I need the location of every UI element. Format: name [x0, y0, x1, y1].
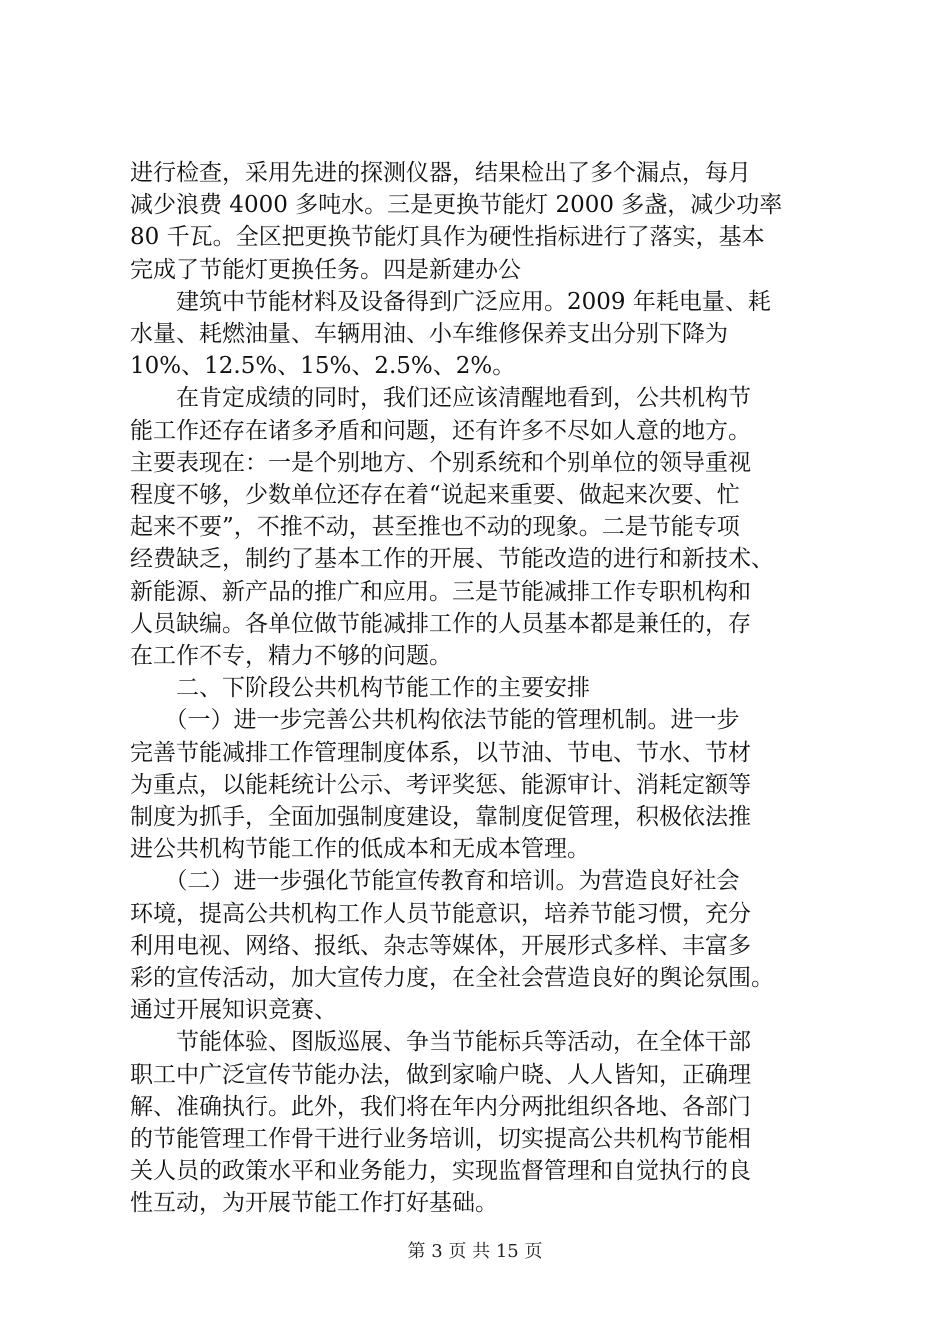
text-line: 利用电视、网络、报纸、杂志等媒体，开展形式多样、丰富多: [130, 932, 751, 959]
text-line: 程度不够，少数单位还存在着“说起来重要、做起来次要、忙: [130, 482, 740, 508]
text-line: 环境，提高公共机构工作人员节能意识，培养节能习惯，充分: [130, 900, 751, 927]
text-line: 水量、耗燃油量、车辆用油、小车维修保养支出分别下降为: [130, 321, 728, 347]
text-line: 完成了节能灯更换任务。四是新建办公: [130, 256, 521, 283]
text-line: 主要表现在：一是个别地方、个别系统和个别单位的领导重视: [130, 449, 751, 476]
text-line: 在工作不专，精力不够的问题。: [130, 643, 452, 669]
text-line: 起来不要”，不推不动，甚至推也不动的现象。二是节能专项: [130, 514, 740, 541]
text-line: 完善节能减排工作管理制度体系，以节油、节电、节水、节材: [130, 739, 751, 766]
text-line: 性互动，为开展节能工作打好基础。: [130, 1190, 498, 1217]
text-line: 80 千瓦。全区把更换节能灯具作为硬性指标进行了落实，基本: [130, 224, 765, 251]
text-line: 关人员的政策水平和业务能力，实现监督管理和自觉执行的良: [130, 1158, 751, 1185]
text-line: （二）进一步强化节能宣传教育和培训。为营造良好社会: [130, 868, 740, 895]
text-line: 的节能管理工作骨干进行业务培训，切实提高公共机构节能相: [130, 1126, 751, 1152]
text-line: 建筑中节能材料及设备得到广泛应用。2009 年耗电量、耗: [130, 288, 771, 315]
text-line: （一）进一步完善公共机构依法节能的管理机制。进一步: [130, 707, 740, 734]
text-line: 减少浪费 4000 多吨水。三是更换节能灯 2000 多盏，减少功率: [130, 192, 783, 219]
text-line: 通过开展知识竞赛、: [130, 997, 337, 1024]
text-line: 解、准确执行。此外，我们将在年内分两批组织各地、各部门: [130, 1093, 751, 1120]
text-line: 能工作还存在诸多矛盾和问题，还有许多不尽如人意的地方。: [130, 417, 751, 444]
text-line: 进公共机构节能工作的低成本和无成本管理。: [130, 836, 590, 863]
text-line: 新能源、新产品的推广和应用。三是节能减排工作专职机构和: [130, 578, 751, 605]
text-line: 节能体验、图版巡展、争当节能标兵等活动，在全体干部: [130, 1029, 751, 1056]
page-footer: 第 3 页 共 15 页: [407, 1241, 543, 1262]
text-line: 职工中广泛宣传节能办法，做到家喻户晓、人人皆知，正确理: [130, 1061, 751, 1088]
text-line: 经费缺乏，制约了基本工作的开展、节能改造的进行和新技术、: [130, 546, 774, 573]
section-heading: 二、下阶段公共机构节能工作的主要安排: [130, 675, 590, 702]
text-line: 为重点，以能耗统计公示、考评奖惩、能源审计、消耗定额等: [130, 771, 751, 798]
text-line: 进行检查，采用先进的探测仪器，结果检出了多个漏点，每月: [130, 160, 751, 186]
text-line: 在肯定成绩的同时，我们还应该清醒地看到，公共机构节: [130, 385, 751, 412]
text-line: 彩的宣传活动，加大宣传力度，在全社会营造良好的舆论氛围。: [130, 965, 774, 991]
text-line: 10%、12.5%、15%、2.5%、2%。: [130, 353, 516, 380]
text-line: 人员缺编。各单位做节能减排工作的人员基本都是兼任的，存: [130, 610, 751, 637]
text-line: 制度为抓手，全面加强制度建设，靠制度促管理，积极依法推: [130, 804, 751, 830]
